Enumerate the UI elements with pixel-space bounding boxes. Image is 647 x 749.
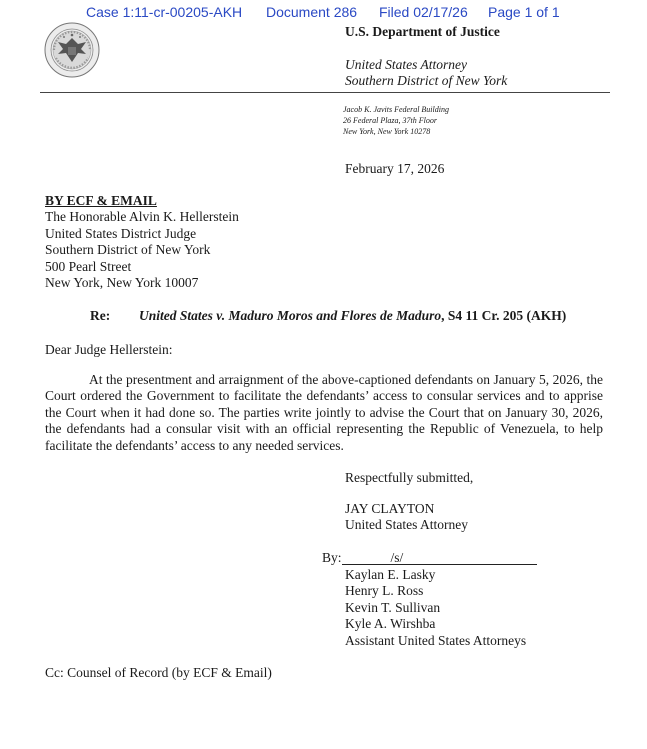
recipient-line: Southern District of New York	[45, 242, 211, 258]
by-label: By:	[322, 550, 342, 565]
attorney-name: Kyle A. Wirshba	[345, 616, 436, 632]
page-number-stamp: Page 1 of 1	[488, 4, 560, 20]
address-line: New York, New York 10278	[343, 127, 431, 136]
letter-date: February 17, 2026	[345, 161, 445, 176]
closing: Respectfully submitted,	[345, 470, 474, 485]
recipient-line: New York, New York 10007	[45, 275, 199, 291]
signer-block	[345, 501, 468, 534]
re-line	[90, 308, 566, 324]
re-label: Re:	[90, 308, 111, 323]
recipient-line: 500 Pearl Street	[45, 258, 132, 274]
office-address	[343, 104, 449, 137]
signer-title: United States Attorney	[345, 517, 468, 533]
address-line: Jacob K. Javits Federal Building	[343, 105, 449, 114]
cc-line: Cc: Counsel of Record (by ECF & Email)	[45, 665, 272, 680]
department-name: U.S. Department of Justice	[345, 24, 500, 39]
salutation: Dear Judge Hellerstein:	[45, 342, 173, 357]
recipient-line: United States District Judge	[45, 225, 197, 241]
office-line-2: Southern District of New York	[345, 73, 508, 88]
case-number-stamp: Case 1:11-cr-00205-AKH	[86, 4, 243, 20]
case-caption: United States v. Maduro Moros and Flores de Maduro	[139, 308, 442, 323]
attorney-name: Henry L. Ross	[345, 583, 424, 599]
docket-number: , S4 11 Cr. 205 (AKH)	[441, 308, 567, 323]
office-name	[345, 57, 507, 89]
electronic-signature: /s/	[342, 550, 537, 565]
office-line-1: United States Attorney	[345, 57, 467, 72]
address-line: 26 Federal Plaza, 37th Floor	[343, 116, 437, 125]
letterhead-divider	[40, 92, 610, 93]
attorney-name: Kevin T. Sullivan	[345, 599, 441, 615]
recipient-block	[45, 193, 239, 291]
delivery-method: BY ECF & EMAIL	[45, 193, 157, 208]
filed-date-stamp: Filed 02/17/26	[379, 4, 468, 20]
doj-seal-icon	[44, 22, 100, 78]
body-paragraph: At the presentment and arraignment of the above-captioned defendants on January 5, 2026, the Court ordered the Government to facilitate the defendants’ access to consular services and to apprise the Court when it had done so. The parties write jointly to advise the Court that on January 30, 2026, the defendants had a consular visit with an official representing the Republic of Venezuela, to help facilitate the defendants’ access to any needed services.	[45, 372, 603, 453]
signer-name: JAY CLAYTON	[345, 501, 435, 516]
recipient-line: The Honorable Alvin K. Hellerstein	[45, 209, 239, 225]
attorney-name: Kaylan E. Lasky	[345, 567, 436, 582]
document-number-stamp: Document 286	[266, 4, 358, 20]
signature-line	[322, 550, 537, 566]
attorney-list	[345, 567, 526, 649]
attorneys-title: Assistant United States Attorneys	[345, 632, 527, 648]
